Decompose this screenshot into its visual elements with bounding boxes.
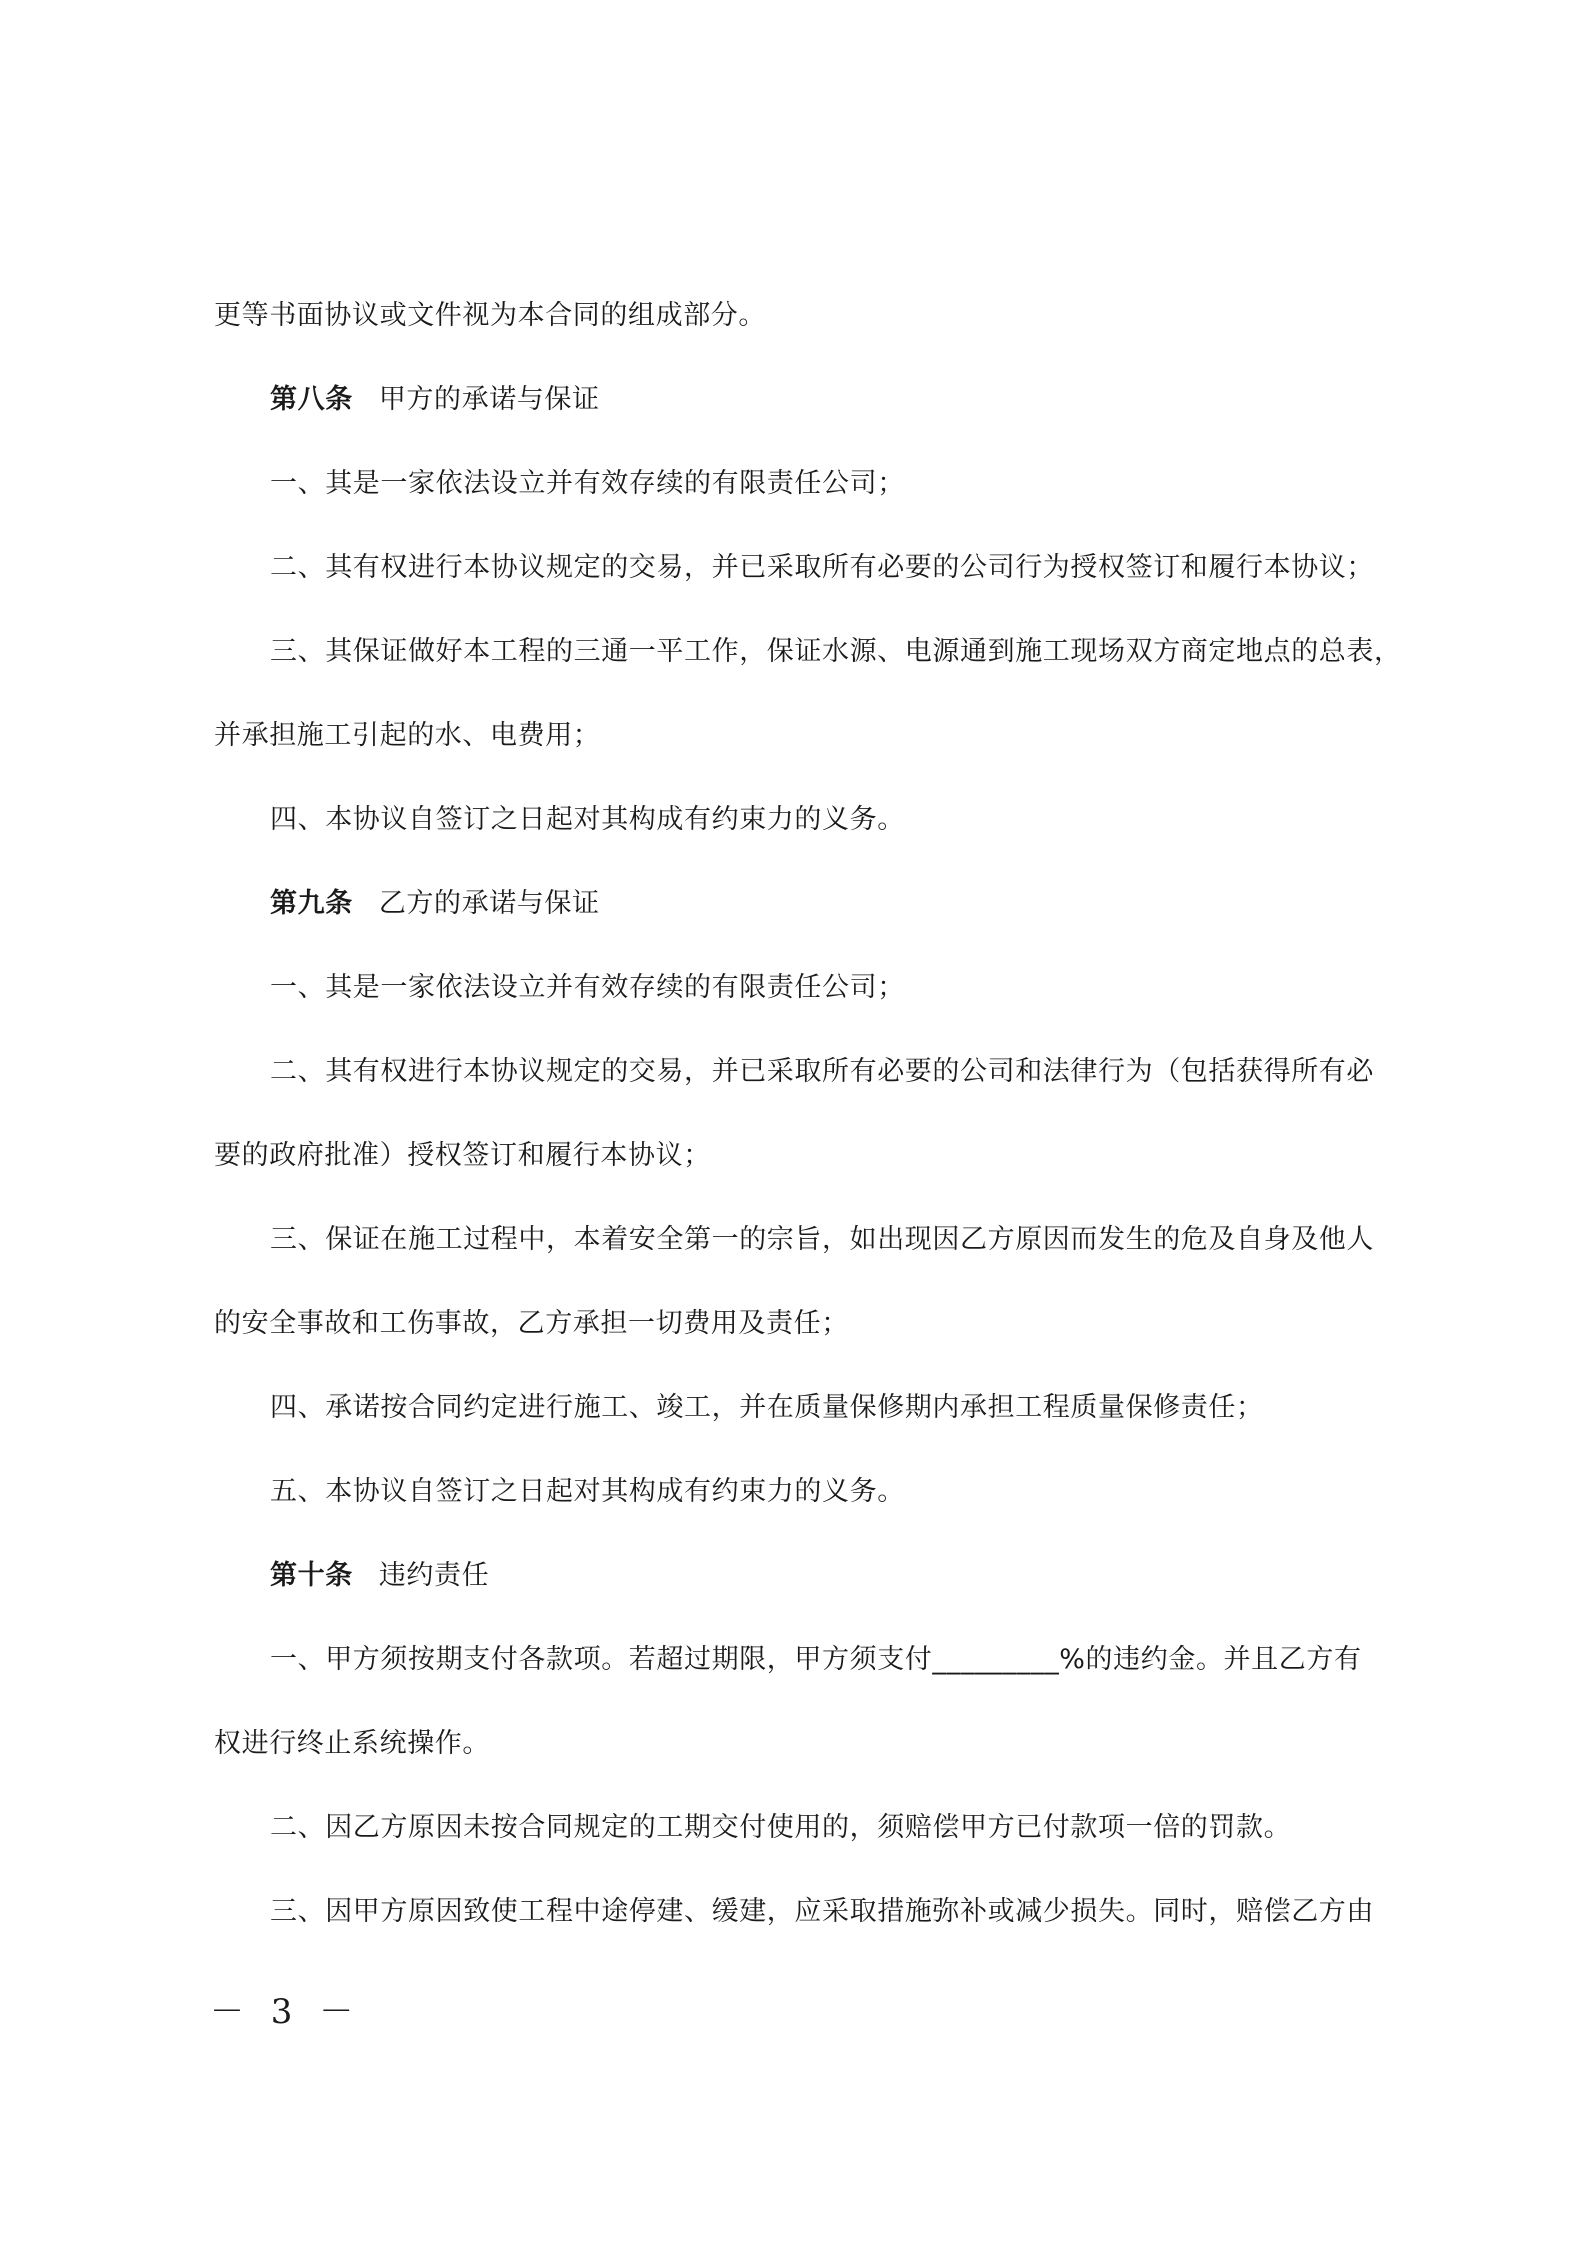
paragraph-line: 二、其有权进行本协议规定的交易，并已采取所有必要的公司行为授权签订和履行本协议； [270,552,1374,583]
paragraph-line: 二、其有权进行本协议规定的交易，并已采取所有必要的公司和法律行为（包括获得所有必 [270,1056,1374,1087]
article-number: 第十条 [270,1560,353,1591]
paragraph-line: 四、本协议自签订之日起对其构成有约束力的义务。 [270,804,905,835]
paragraph-line: 三、因甲方原因致使工程中途停建、缓建，应采取措施弥补或减少损失。同时，赔偿乙方由 [270,1896,1374,1927]
paragraph-line: 并承担施工引起的水、电费用； [214,720,601,751]
paragraph-line: 三、其保证做好本工程的三通一平工作，保证水源、电源通到施工现场双方商定地点的总表， [270,636,1402,667]
paragraph-line: 要的政府批准）授权签订和履行本协议； [214,1140,711,1171]
paragraph-line: 的安全事故和工伤事故，乙方承担一切费用及责任； [214,1308,849,1339]
paragraph-line: 三、保证在施工过程中，本着安全第一的宗旨，如出现因乙方原因而发生的危及自身及他人 [270,1224,1374,1255]
paragraph-line: 五、本协议自签订之日起对其构成有约束力的义务。 [270,1476,905,1507]
article-title: 甲方的承诺与保证 [378,384,600,415]
page-number: － 3 － [210,1992,362,2032]
paragraph-line: 权进行终止系统操作。 [214,1728,490,1759]
article-number: 第九条 [270,888,353,919]
article-heading-10 [270,1558,489,1594]
paragraph-line: 二、因乙方原因未按合同规定的工期交付使用的，须赔偿甲方已付款项一倍的罚款。 [270,1812,1292,1843]
article-heading-9 [270,886,600,922]
article-heading-8 [270,382,600,418]
paragraph-line: 四、承诺按合同约定进行施工、竣工，并在质量保修期内承担工程质量保修责任； [270,1392,1264,1423]
paragraph-line: 一、其是一家依法设立并有效存续的有限责任公司； [270,972,905,1003]
article-title: 乙方的承诺与保证 [378,888,600,919]
paragraph-line: 一、甲方须按期支付各款项。若超过期限，甲方须支付_________%的违约金。并且乙方有 [270,1644,1362,1675]
article-number: 第八条 [270,384,353,415]
paragraph-line: 更等书面协议或文件视为本合同的组成部分。 [214,300,766,331]
paragraph-line: 一、其是一家依法设立并有效存续的有限责任公司； [270,468,905,499]
article-title: 违约责任 [378,1560,490,1591]
